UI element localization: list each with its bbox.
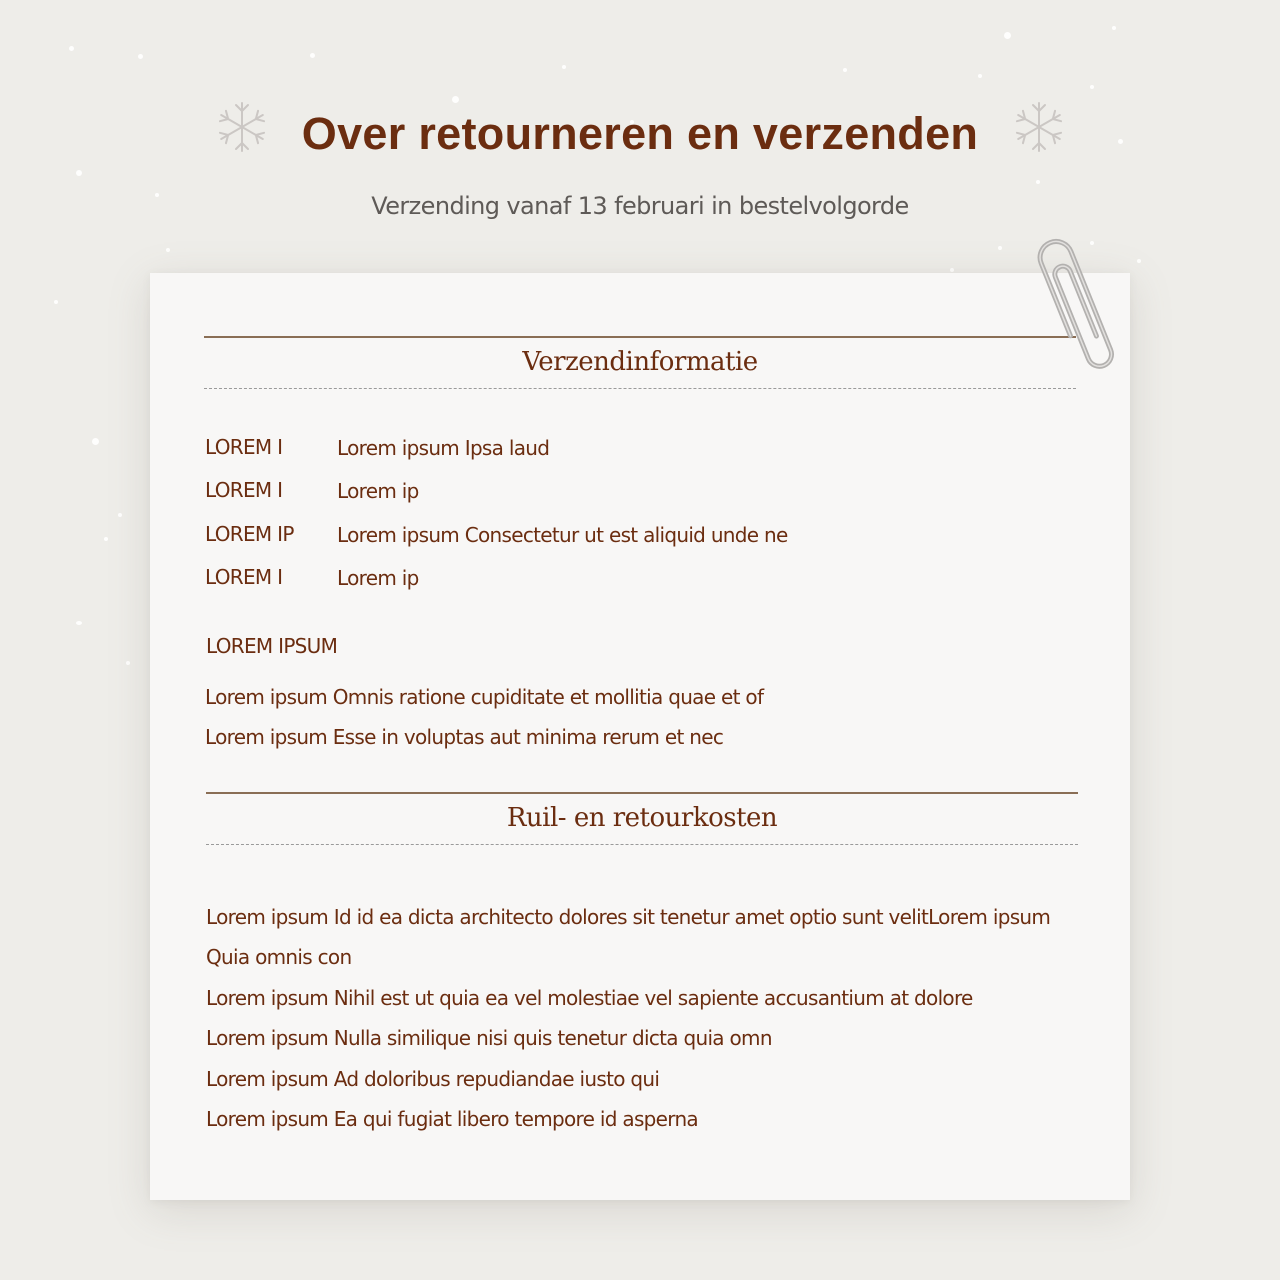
row-value: Lorem ip [337, 479, 419, 503]
snow-dot [1036, 180, 1040, 184]
section-rule-top [206, 792, 1078, 794]
returns-line: Lorem ipsum Ad doloribus repudiandae iusto qui [206, 1067, 660, 1091]
row-value: Lorem ip [337, 566, 419, 590]
snow-dot [1112, 26, 1116, 30]
snow-dot [54, 300, 58, 304]
section-title-shipping: Verzendinformatie [522, 347, 758, 377]
row-label: LOREM I [205, 478, 283, 502]
row-value: Lorem ipsum Consectetur ut est aliquid unde ne [337, 523, 788, 547]
returns-line: Lorem ipsum Nihil est ut quia ea vel molestiae vel sapiente accusantium at dolore [206, 986, 973, 1010]
returns-line: Quia omnis con [206, 945, 352, 969]
row-label: LOREM I [205, 435, 283, 459]
returns-line: Lorem ipsum Nulla similique nisi quis tenetur dicta quia omn [206, 1026, 772, 1050]
snow-dot [310, 53, 315, 58]
snow-dot [843, 68, 847, 72]
section-rule-top [204, 336, 1076, 338]
page-subtitle: Verzending vanaf 13 februari in bestelvolgorde [371, 192, 909, 220]
snow-dot [452, 96, 459, 103]
section-title-returns: Ruil- en retourkosten [506, 803, 778, 833]
snow-dot [166, 248, 170, 252]
info-card [150, 273, 1130, 1200]
snow-dot [76, 170, 82, 176]
snow-dot [562, 65, 566, 69]
snow-dot [978, 74, 982, 78]
shipping-line: Lorem ipsum Omnis ratione cupiditate et mollitia quae et of [205, 685, 764, 709]
row-value: Lorem ipsum Ipsa laud [337, 436, 550, 460]
snow-dot [126, 661, 130, 665]
returns-line: Lorem ipsum Ea qui fugiat libero tempore id asperna [206, 1107, 698, 1131]
snow-dot [1004, 32, 1011, 39]
snow-dot [92, 438, 99, 445]
snow-dot [104, 537, 108, 541]
snow-dot [998, 246, 1002, 250]
paperclip-icon [1030, 232, 1120, 382]
snow-dot [69, 46, 74, 51]
page-title: Over retourneren en verzenden [301, 108, 979, 159]
row-label: LOREM IP [205, 522, 294, 546]
snow-dot [950, 268, 954, 272]
shipping-line: Lorem ipsum Esse in voluptas aut minima rerum et nec [205, 725, 724, 749]
section-rule-bottom [204, 388, 1076, 389]
snow-dot [138, 54, 143, 59]
snow-dot [1090, 85, 1094, 89]
snow-dot [118, 513, 122, 517]
shipping-subheading: LOREM IPSUM [206, 634, 338, 658]
snow-dot [1137, 259, 1141, 263]
returns-line: Lorem ipsum Id id ea dicta architecto dolores sit tenetur amet optio sunt velitLorem ipsum [206, 905, 1051, 929]
snow-dot [76, 621, 82, 625]
section-rule-bottom [206, 844, 1078, 845]
row-label: LOREM I [205, 565, 283, 589]
